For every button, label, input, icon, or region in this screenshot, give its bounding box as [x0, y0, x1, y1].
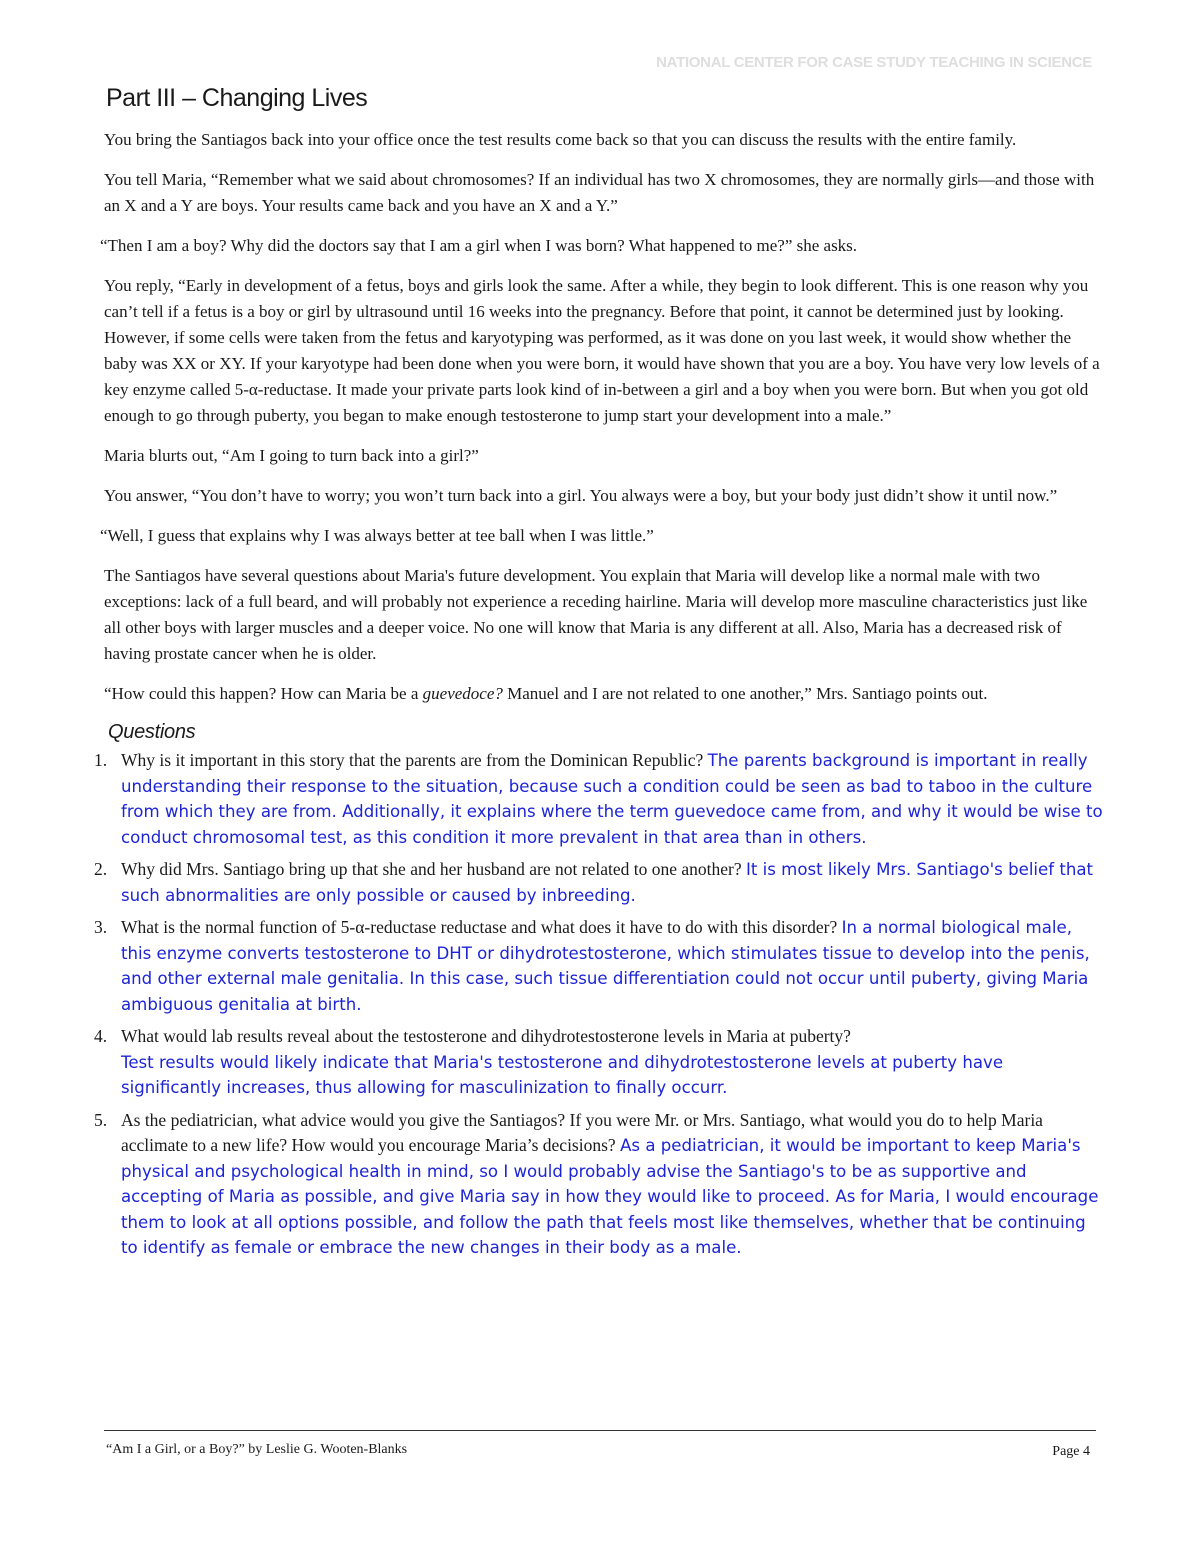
question-number: 1. — [94, 750, 108, 770]
paragraph-2: You tell Maria, “Remember what we said about chromosomes? If an individual has two X chromosomes, they are normally girls—and those with an X and a Y are boys. Your results came back and you have an X and a Y.” — [104, 170, 1095, 215]
paragraph-6: You answer, “You don’t have to worry; you won’t turn back into a girl. You always were a boy, but your body just didn’t show it until now.” — [104, 486, 1058, 505]
paragraph-3: “Then I am a boy? Why did the doctors say that I am a girl when I was born? What happened to me?” she asks. — [100, 236, 858, 255]
answer-text: Test results would likely indicate that Maria's testosterone and dihydrotestosterone levels at puberty have significantly increases, thus allowing for masculinization to finally occurr. — [121, 1052, 1004, 1097]
answer-text: In a normal biological male, this enzyme converts testosterone to DHT or dihydrotestosterone, which stimulates tissue to develop into the penis, and other external male genitalia. In this case, such tissue differentiation could not occur until puberty, giving Maria ambiguous genitalia at birth. — [121, 918, 1090, 1014]
answer-text: The parents background is important in really understanding their response to the situation, because such a condition could be seen as bad to taboo in the culture from which they are from. Additionally, it explains where the term guevedoce came from, and why it would be wise to conduct chromosomal test, as this condition it more prevalent in that area than in others. — [121, 751, 1103, 847]
question-item-2 — [94, 857, 1104, 908]
guevedoce-term: guevedoce? — [422, 684, 503, 703]
part-title: Part III – Changing Lives — [106, 84, 368, 112]
footer-divider — [104, 1430, 1096, 1431]
paragraph-8: The Santiagos have several questions about Maria's future development. You explain that Maria will develop like a normal male with two exceptions: lack of a full beard, and will probably not experience a receding hairline. Maria will develop more masculine characteristics just like all other boys with larger muscles and a deeper voice. No one will know that Maria is any different at all. Also, Maria has a decreased risk of having prostate cancer when he is older. — [104, 566, 1088, 663]
question-number: 5. — [94, 1109, 108, 1130]
paragraph-7: “Well, I guess that explains why I was always better at tee ball when I was little.” — [100, 526, 654, 545]
answer-text: It is most likely Mrs. Santiago's belief that such abnormalities are only possible or caused by inbreeding. — [121, 860, 1094, 905]
questions-list — [94, 748, 1104, 1261]
paragraph-9-start: “How could this happen? How can Maria be a — [104, 684, 423, 703]
question-number: 4. — [94, 1026, 108, 1046]
question-number: 3. — [94, 917, 108, 937]
page-header-org: NATIONAL CENTER FOR CASE STUDY TEACHING IN SCIENCE — [656, 54, 1092, 71]
paragraph-1: You bring the Santiagos back into your office once the test results come back so that you can discuss the results with the entire family. — [104, 130, 1017, 149]
question-text: What is the normal function of 5-α-reductase reductase and what does it have to do with this disorder? — [121, 917, 838, 937]
paragraph-9-end: Manuel and I are not related to one another,” Mrs. Santiago points out. — [502, 684, 988, 703]
question-text: Why did Mrs. Santiago bring up that she and her husband are not related to one another? — [121, 859, 742, 879]
footer-citation: “Am I a Girl, or a Boy?” by Leslie G. Wooten-Blanks — [106, 1442, 408, 1457]
questions-heading: Questions — [108, 721, 196, 743]
question-item-3 — [94, 915, 1104, 1017]
answer-text: As a pediatrician, it would be important to keep Maria's physical and psychological health in mind, so I would probably advise the Santiago's to be as supportive and accepting of Maria as possible, and give Maria say in how they would like to proceed. As for Maria, I would encourage them to look at all options possible, and follow the path that feels most like themselves, whether that be continuing to identify as female or embrace the new changes in their body as a male. — [121, 1136, 1099, 1257]
paragraph-4: You reply, “Early in development of a fetus, boys and girls look the same. After a while, they begin to look different. This is one reason why you can’t tell if a fetus is a boy or girl by ultrasound until 16 weeks into the pregnancy. Before that point, it cannot be determined just by looking. However, if some cells were taken from the fetus and karyotyping was performed, as it was done on you last week, it would show whether the baby was XX or XY. If your karyotype had been done when you were born, it would have shown that you are a boy. You have very low levels of a key enzyme called 5-α-reductase. It made your private parts look kind of in-between a girl and a boy when you were born. But when you got old enough to go through puberty, you began to make enough testosterone to jump start your development into a male.” — [104, 276, 1100, 425]
question-item-1 — [94, 748, 1104, 850]
question-item-5 — [94, 1108, 1104, 1261]
question-text: What would lab results reveal about the testosterone and dihydrotestosterone levels in Maria at puberty? — [121, 1026, 851, 1046]
case-body — [94, 127, 1104, 1268]
paragraph-5: Maria blurts out, “Am I going to turn back into a girl?” — [104, 446, 479, 465]
paragraph-9 — [104, 681, 1104, 707]
question-number: 2. — [94, 859, 108, 879]
question-text: As the pediatrician, what advice would you give the Santiagos? If you were Mr. or Mrs. Santiago, what would you do to help Maria acclimate to a new life? How would you encourage Maria’s decisions? — [121, 1109, 1043, 1155]
question-text: Why is it important in this story that the parents are from the Dominican Republic? — [121, 750, 704, 770]
page-number: Page 4 — [1052, 1444, 1090, 1459]
question-item-4 — [94, 1024, 1104, 1101]
